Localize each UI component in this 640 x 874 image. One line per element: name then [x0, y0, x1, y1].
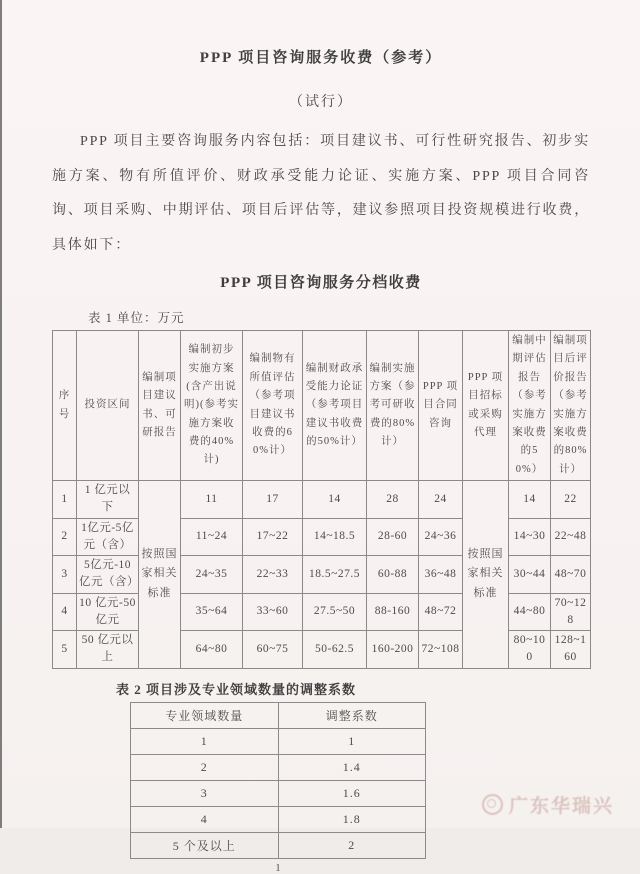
- table-row: [131, 754, 426, 780]
- fee-cell: 24~36: [419, 518, 463, 556]
- table-row: [131, 832, 426, 858]
- fee-cell: 24~35: [181, 556, 243, 594]
- coefficient-cell: 1.8: [278, 806, 426, 832]
- table-row: [131, 728, 426, 754]
- doc-title: PPP 项目咨询服务收费（参考）: [199, 50, 443, 66]
- range-cell: 50 亿元以上: [77, 631, 139, 669]
- coefficient-cell: 1.4: [278, 754, 426, 780]
- fee-cell: 14~18.5: [303, 518, 367, 556]
- header-cell-coefficient: 调整系数: [278, 702, 426, 728]
- header-cell-implementation-plan: 编制实施方案（参考可研收费的80%计）: [367, 331, 419, 481]
- fee-cell: 14: [303, 481, 367, 519]
- fee-cell: 48~72: [419, 593, 463, 631]
- header-cell-value-for-money: 编制物有所值评估（参考项目建议书收费的60%计）: [243, 331, 303, 481]
- header-cell-serial: 序号: [53, 331, 77, 481]
- header-cell-midterm-evaluation: 编制中期评估报告（参考实施方案收费的50%）: [509, 331, 551, 481]
- standard-merged-cell-left: 按照国家相关标准: [139, 481, 181, 669]
- fee-cell: 17: [243, 481, 303, 519]
- serial-cell: 2: [53, 518, 77, 556]
- coefficient-cell: 1: [278, 728, 426, 754]
- fee-cell: 17~22: [243, 518, 303, 556]
- fee-cell: 44~80: [509, 593, 551, 631]
- fee-cell: 35~64: [181, 593, 243, 631]
- fee-cell: 22~48: [551, 518, 591, 556]
- fee-cell: 36~48: [419, 556, 463, 594]
- fee-cell: 80~100: [509, 631, 551, 669]
- fee-cell: 22~33: [243, 556, 303, 594]
- range-cell: 10 亿元-50亿元: [77, 593, 139, 631]
- field-count-cell: 5 个及以上: [131, 832, 279, 858]
- table-row: [53, 631, 591, 669]
- header-cell-post-evaluation: 编制项目后评价报告（参考实施方案收费的80%计）: [551, 331, 591, 481]
- watermark-logo-icon: [482, 794, 503, 815]
- field-count-cell: 4: [131, 806, 279, 832]
- fee-cell: 88-160: [367, 593, 419, 631]
- table-row: [53, 556, 591, 594]
- standard-merged-cell-right: 按照国家相关标准: [463, 481, 509, 669]
- serial-cell: 4: [53, 593, 77, 631]
- coefficient-cell: 1.6: [278, 780, 426, 806]
- field-count-cell: 2: [131, 754, 279, 780]
- table-row: [53, 593, 591, 631]
- document-content: [52, 0, 590, 874]
- table-row: [131, 780, 426, 806]
- fee-cell: 50-62.5: [303, 631, 367, 669]
- doc-subtitle: （试行）: [289, 95, 353, 110]
- range-cell: 1亿元-5亿元（含）: [77, 518, 139, 556]
- serial-cell: 5: [53, 631, 77, 669]
- field-count-cell: 3: [131, 780, 279, 806]
- fee-cell: 33~60: [243, 593, 303, 631]
- fee-cell: 160-200: [367, 631, 419, 669]
- fee-cell: 18.5~27.5: [303, 556, 367, 594]
- header-cell-contract-consulting: PPP 项目合同咨询: [419, 331, 463, 481]
- fee-cell: 60-88: [367, 556, 419, 594]
- intro-paragraph: PPP 项目主要咨询服务内容包括：项目建议书、可行性研究报告、初步实施方案、物有所值评价、财政承受能力论证、实施方案、PPP 项目合同咨询、项目采购、中期评估、项目后评估等，建议参照项目投资规模进行收费，具体如下：: [52, 134, 590, 253]
- page-number: 1: [275, 861, 281, 874]
- fee-tier-table: [52, 330, 591, 669]
- table-row: [131, 806, 426, 832]
- fee-cell: 22: [551, 481, 591, 519]
- fee-cell: 60~75: [243, 631, 303, 669]
- watermark-label: 广东华瑞兴: [508, 796, 614, 817]
- serial-cell: 3: [53, 556, 77, 594]
- range-cell: 5亿元-10亿元（含）: [77, 556, 139, 594]
- table2-header-row: [131, 702, 426, 728]
- coefficient-cell: 2: [278, 832, 426, 858]
- table1-caption: 表 1 单位：万元: [88, 311, 185, 325]
- field-count-cell: 1: [131, 728, 279, 754]
- fee-cell: 28-60: [367, 518, 419, 556]
- header-cell-preliminary-plan: 编制初步实施方案(含产出说明)(参考实施方案收费的40%计): [181, 331, 243, 481]
- table-row: [53, 481, 591, 519]
- fee-cell: 27.5~50: [303, 593, 367, 631]
- coefficient-table: [130, 702, 426, 859]
- fee-cell: 64~80: [181, 631, 243, 669]
- fee-cell: 11~24: [181, 518, 243, 556]
- header-cell-range: 投资区间: [77, 331, 139, 481]
- serial-cell: 1: [53, 481, 77, 519]
- fee-cell: 11: [181, 481, 243, 519]
- scan-edge-line: [0, 0, 2, 828]
- fee-cell: 70~128: [551, 593, 591, 631]
- table1-header-row: [53, 331, 591, 481]
- section-heading: PPP 项目咨询服务分档收费: [220, 275, 422, 291]
- fee-cell: 48~70: [551, 556, 591, 594]
- header-cell-fiscal-capacity: 编制财政承受能力论证（参考项目建议书收费的50%计）: [303, 331, 367, 481]
- table-row: [53, 518, 591, 556]
- fee-cell: 14~30: [509, 518, 551, 556]
- fee-cell: 28: [367, 481, 419, 519]
- fee-cell: 30~44: [509, 556, 551, 594]
- header-cell-field-count: 专业领域数量: [131, 702, 279, 728]
- fee-cell: 14: [509, 481, 551, 519]
- fee-cell: 128~160: [551, 631, 591, 669]
- watermark: [482, 791, 614, 818]
- table2-caption: 表 2 项目涉及专业领域数量的调整系数: [116, 681, 357, 697]
- fee-cell: 24: [419, 481, 463, 519]
- fee-cell: 72~108: [419, 631, 463, 669]
- range-cell: 1 亿元以下: [77, 481, 139, 519]
- header-cell-proposal: 编制项目建议书、可研报告: [139, 331, 181, 481]
- header-cell-bidding-agency: PPP 项目招标或采购代理: [463, 331, 509, 481]
